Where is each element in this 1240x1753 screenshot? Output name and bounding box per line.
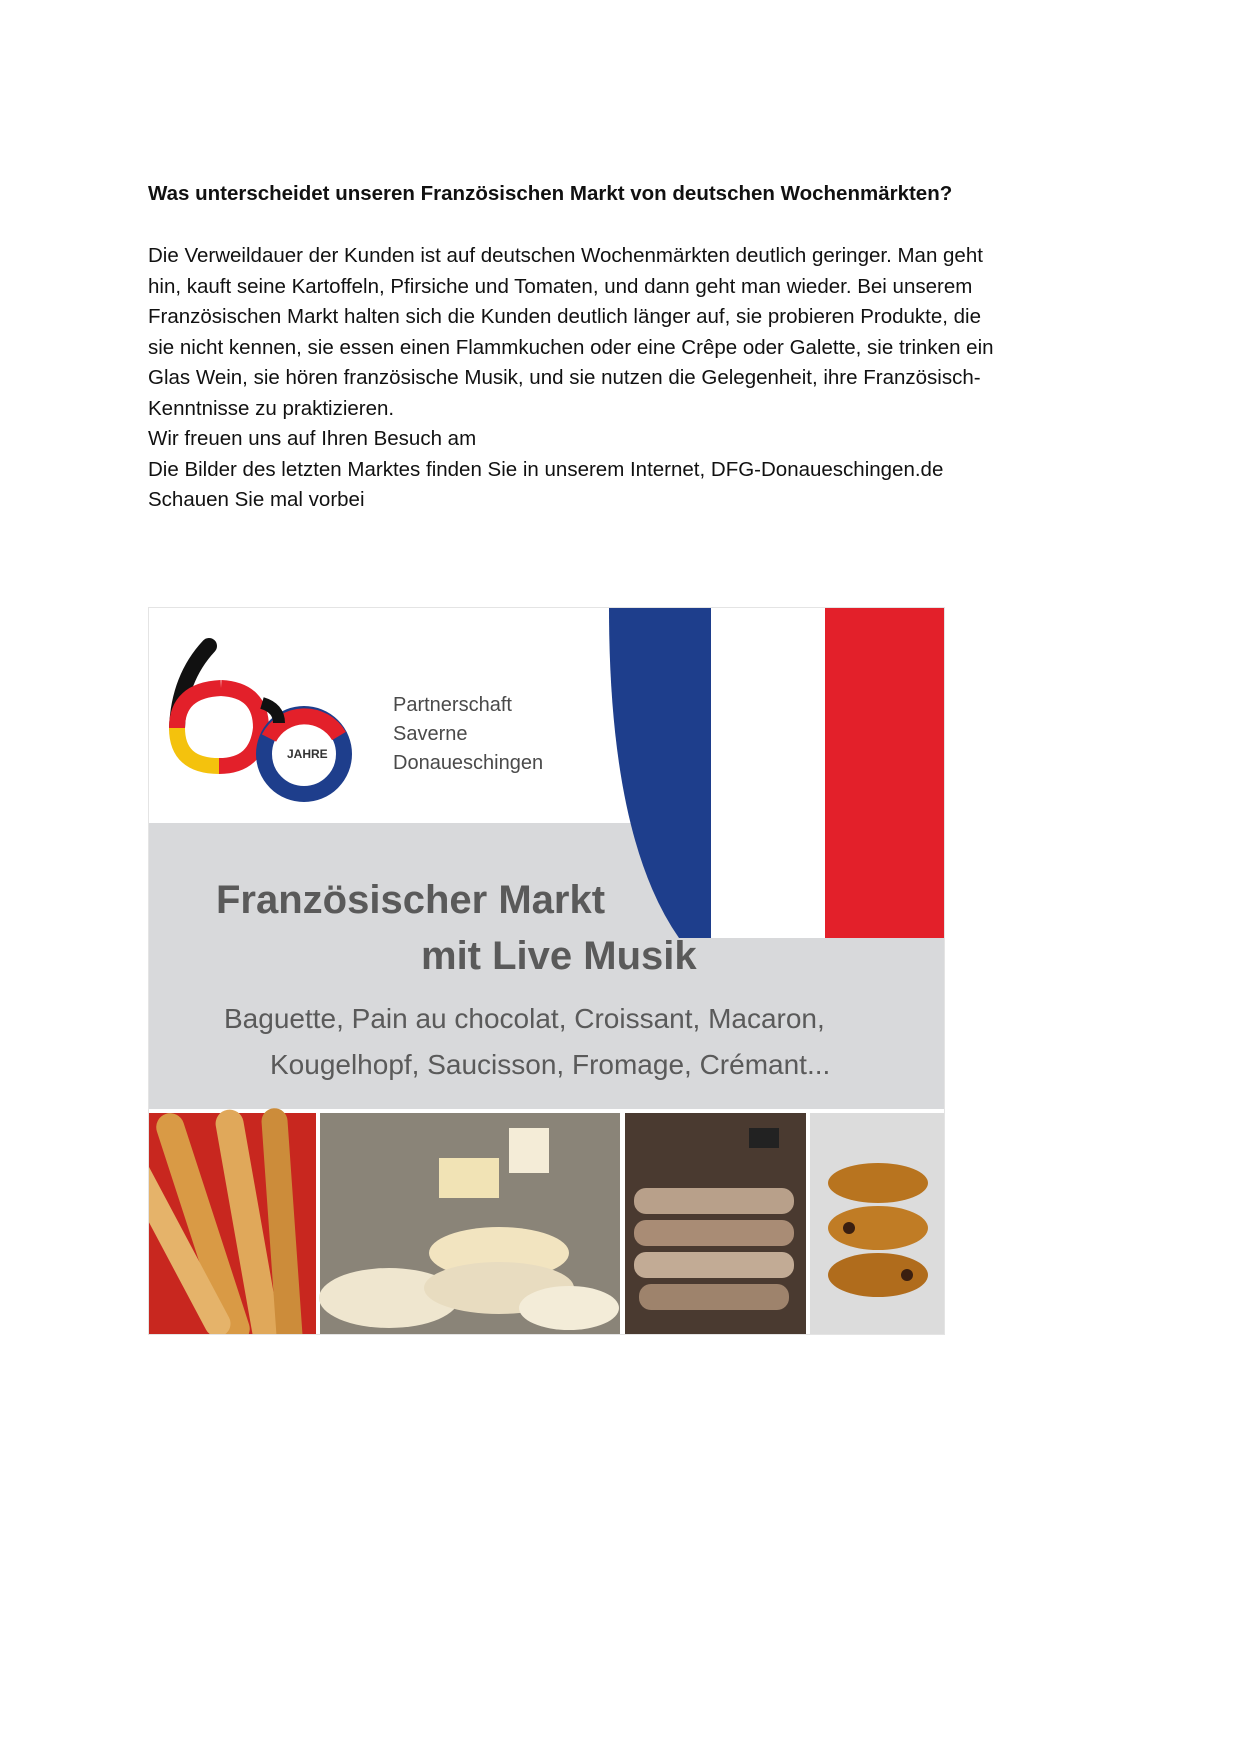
products-line-2: Kougelhopf, Saucisson, Fromage, Crémant... bbox=[270, 1049, 831, 1080]
logo-badge-text: JAHRE bbox=[287, 747, 328, 761]
poster-title-line-1: Französischer Markt bbox=[216, 878, 606, 922]
products-line-1: Baguette, Pain au chocolat, Croissant, Macaron, bbox=[224, 1003, 825, 1034]
body-line-website: Die Bilder des letzten Marktes finden Sie in unserem Internet, DFG-Donaueschingen.de bbox=[148, 457, 944, 481]
body-line: hin, kauft seine Kartoffeln, Pfirsiche und Tomaten, und dann geht man wieder. Bei unserem bbox=[148, 274, 973, 298]
partnership-logo-text bbox=[393, 691, 543, 778]
body-line: Französischen Markt halten sich die Kunden deutlich länger auf, sie probieren Produkte, die bbox=[148, 305, 982, 328]
body-line: Wir freuen uns auf Ihren Besuch am bbox=[148, 427, 477, 450]
poster-title-line-2: mit Live Musik bbox=[421, 934, 697, 978]
body-line: Kenntnisse zu praktizieren. bbox=[148, 396, 395, 420]
pain-au-chocolat-photo bbox=[828, 1163, 928, 1297]
sixty-years-logo bbox=[177, 646, 344, 794]
body-line: Glas Wein, sie hören französische Musik, und sie nutzen die Gelegenheit, ihre Französisch- bbox=[148, 366, 981, 389]
logo-line-3: Donaueschingen bbox=[393, 752, 544, 774]
logo-line-2: Saverne bbox=[393, 723, 468, 745]
article-heading: Was unterscheidet unseren Französischen Markt von deutschen Wochenmärkten? bbox=[148, 182, 953, 205]
body-line: Die Verweildauer der Kunden ist auf deutschen Wochenmärkten deutlich geringer. Man geht bbox=[148, 244, 983, 267]
article-body bbox=[148, 241, 1108, 516]
body-line: Schauen Sie mal vorbei bbox=[148, 488, 365, 511]
logo-line-1: Partnerschaft bbox=[393, 694, 512, 716]
body-line: sie nicht kennen, sie essen einen Flammkuchen oder eine Crêpe oder Galette, sie trinken ein bbox=[148, 335, 994, 359]
market-poster bbox=[148, 607, 945, 1335]
